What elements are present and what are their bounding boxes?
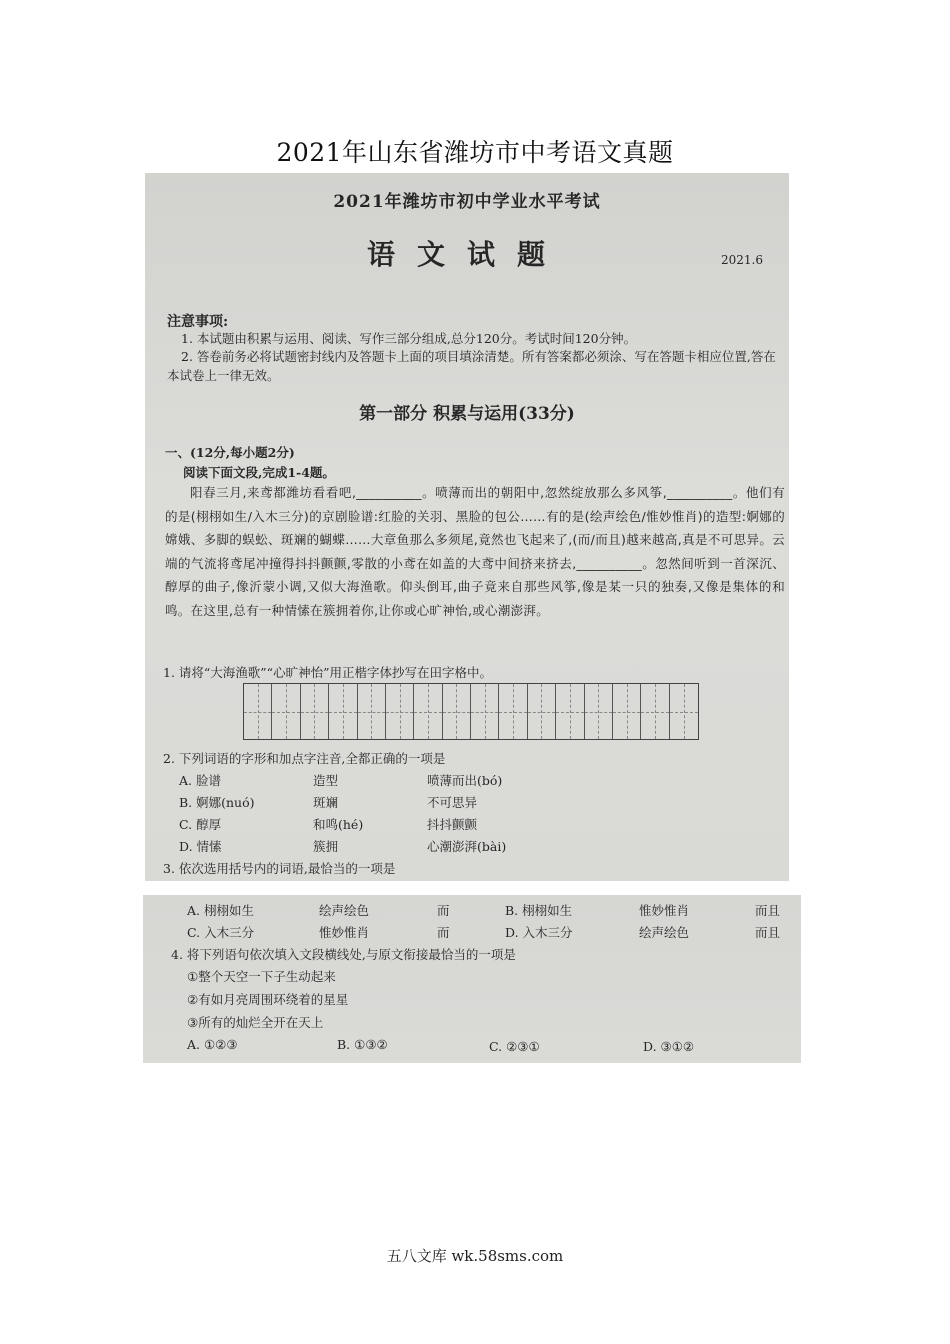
- q2-option-cell: 斑斓: [313, 795, 339, 810]
- q3-option-cell: 而: [437, 925, 450, 940]
- q4-choice: A. ①②③: [187, 1037, 238, 1052]
- q3-option-cell: 惟妙惟肖: [319, 925, 370, 940]
- part-title: 第一部分 积累与运用(33分): [359, 404, 575, 424]
- q4-choice: B. ①③②: [337, 1037, 388, 1052]
- exam-date: 2021.6: [721, 253, 763, 267]
- page-title: 2021年山东省潍坊市中考语文真题: [276, 138, 674, 167]
- q4-sentence: ②有如月亮周围环绕着的星星: [187, 992, 349, 1007]
- notice-item-1: 1. 本试题由积累与运用、阅读、写作三部分组成,总分120分。考试时间120分钟。: [181, 331, 637, 346]
- q2-option-cell: 喷薄而出(bó): [427, 773, 503, 788]
- q2-option-cell: B. 婀娜(nuó): [179, 795, 255, 810]
- footer-watermark: 五八文库 wk.58sms.com: [386, 1247, 564, 1265]
- q2-option-cell: 造型: [313, 773, 339, 788]
- grid-cell: [329, 684, 357, 739]
- section-heading: 一、(12分,每小题2分): [165, 445, 295, 460]
- q2-option-cell: 心潮澎湃(bài): [427, 839, 507, 854]
- q4-choice: C. ②③①: [489, 1039, 540, 1054]
- q4-sentence: ③所有的灿烂全开在天上: [187, 1015, 324, 1030]
- exam-header: 2021年潍坊市初中学业水平考试: [333, 192, 601, 212]
- grid-cell: [585, 684, 613, 739]
- q3-option-cell: 而且: [755, 903, 781, 918]
- q2-option-cell: A. 脸谱: [179, 773, 221, 788]
- q3-option-cell: D. 入木三分: [505, 925, 573, 940]
- q3-option-cell: 绘声绘色: [319, 903, 370, 918]
- grid-cell: [471, 684, 499, 739]
- q3-option-cell: B. 栩栩如生: [505, 903, 573, 918]
- q3-option-cell: A. 栩栩如生: [187, 903, 254, 918]
- q2-option-cell: 簇拥: [313, 839, 339, 854]
- subject-title: 语文试题: [366, 238, 567, 271]
- grid-cell: [386, 684, 414, 739]
- grid-cell: [641, 684, 669, 739]
- question-1: 1. 请将“大海渔歌”“心旷神怡”用正楷字体抄写在田字格中。: [163, 665, 492, 680]
- grid-cell: [358, 684, 386, 739]
- q3-option-cell: 而且: [755, 925, 781, 940]
- grid-cell: [670, 684, 698, 739]
- q3-option-cell: 惟妙惟肖: [639, 903, 690, 918]
- grid-cell: [528, 684, 556, 739]
- grid-cell: [613, 684, 641, 739]
- grid-cell: [301, 684, 329, 739]
- exam-photo-top: [145, 173, 789, 881]
- reading-passage: 阳春三月,来鸢都潍坊看看吧,__________。喷薄而出的朝阳中,忽然绽放那么多风筝,__________。他们有的是(栩栩如生/入木三分)的京剧脸谱:红脸的关羽、黑脸的包公……有的是(绘声绘色/惟妙惟肖)的造型:婀娜的嫦娥、多脚的蜈蚣、斑斓的蝴蝶……大章鱼那么多须尾,竟然也飞起来了,(而/而且)越来越高,真是不可思异。云端的气流将鸢尾冲撞得抖抖颤颤,零散的小鸢在如盖的大鸢中间挤来挤去,__________。忽然间听到一首深沉、醇厚的曲子,像沂蒙小调,又似大海渔歌。仰头倒耳,曲子竟来自那些风筝,像是某一只的独奏,又像是集体的和鸣。在这里,总有一种情愫在簇拥着你,让你或心旷神怡,或心潮澎湃。: [165, 485, 785, 618]
- notice-item-2: 2. 答卷前务必将试题密封线内及答题卡上面的项目填涂清楚。所有答案都必须涂、写在答题卡相应位置,答在本试卷上一律无效。: [167, 349, 776, 383]
- q2-option-cell: D. 情愫: [179, 839, 222, 854]
- q4-sentence: ①整个天空一下子生动起来: [187, 969, 336, 984]
- notice-title: 注意事项:: [167, 314, 229, 330]
- q3-option-cell: C. 入木三分: [187, 925, 255, 940]
- grid-cell: [244, 684, 272, 739]
- q3-option-cell: 绘声绘色: [639, 925, 690, 940]
- question-4: 4. 将下列语句依次填入文段横线处,与原文衔接最恰当的一项是: [171, 947, 516, 962]
- q4-choice: D. ③①②: [643, 1039, 695, 1054]
- grid-cell: [556, 684, 584, 739]
- q2-option-cell: C. 醇厚: [179, 817, 222, 832]
- grid-cell: [414, 684, 442, 739]
- exam-photo-bottom: [143, 895, 801, 1063]
- q2-option-cell: 抖抖颤颤: [427, 817, 478, 832]
- question-3: 3. 依次选用括号内的词语,最恰当的一项是: [163, 861, 396, 876]
- q3-option-cell: 而: [437, 903, 450, 918]
- q2-option-cell: 和鸣(hé): [313, 817, 364, 832]
- question-2: 2. 下列词语的字形和加点字注音,全都正确的一项是: [163, 751, 446, 766]
- grid-cell: [499, 684, 527, 739]
- tianzige-grid: [243, 683, 699, 740]
- grid-cell: [443, 684, 471, 739]
- grid-cell: [272, 684, 300, 739]
- q2-option-cell: 不可思异: [427, 795, 478, 810]
- section-instruction: 阅读下面文段,完成1-4题。: [183, 465, 335, 480]
